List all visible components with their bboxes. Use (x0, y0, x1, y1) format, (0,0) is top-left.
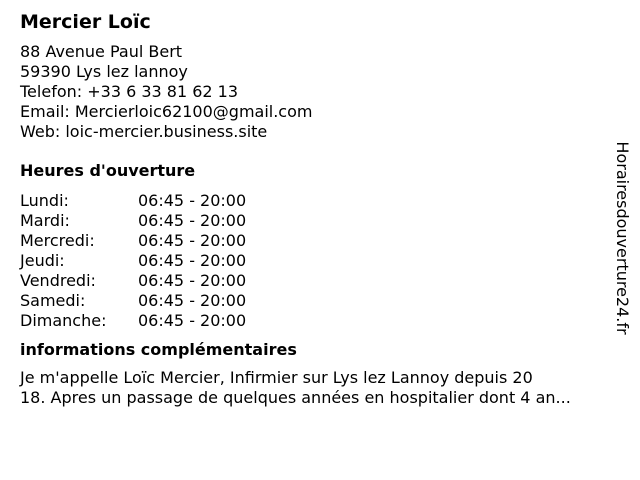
address-street: 88 Avenue Paul Bert (20, 42, 183, 61)
website: Web: loic-mercier.business.site (20, 122, 268, 141)
hours-day: Samedi: (20, 291, 86, 310)
phone-number: Telefon: +33 6 33 81 62 13 (20, 82, 239, 101)
hours-row (20, 231, 610, 251)
hours-day: Mardi: (20, 211, 70, 230)
site-watermark: Horairesdouverture24.fr (613, 141, 632, 335)
address-city: 59390 Lys lez lannoy (20, 62, 188, 81)
hours-day: Lundi: (20, 191, 69, 210)
hours-row (20, 311, 610, 331)
hours-time: 06:45 - 20:00 (138, 251, 247, 270)
hours-day: Vendredi: (20, 271, 96, 290)
additional-info-title: informations complémentaires (20, 340, 297, 359)
opening-hours-table (20, 191, 610, 331)
hours-row (20, 271, 610, 291)
email-address: Email: Mercierloic62100@gmail.com (20, 102, 313, 121)
hours-time: 06:45 - 20:00 (138, 291, 247, 310)
hours-time: 06:45 - 20:00 (138, 311, 247, 330)
hours-time: 06:45 - 20:00 (138, 271, 247, 290)
business-name: Mercier Loïc (20, 11, 151, 33)
hours-row (20, 191, 610, 211)
hours-row (20, 211, 610, 231)
hours-time: 06:45 - 20:00 (138, 211, 247, 230)
opening-hours-title: Heures d'ouverture (20, 161, 196, 180)
hours-row (20, 251, 610, 271)
hours-day: Jeudi: (20, 251, 65, 270)
hours-time: 06:45 - 20:00 (138, 191, 247, 210)
hours-day: Mercredi: (20, 231, 95, 250)
hours-time: 06:45 - 20:00 (138, 231, 247, 250)
hours-row (20, 291, 610, 311)
hours-day: Dimanche: (20, 311, 107, 330)
business-card (20, 10, 610, 408)
additional-info-text: Je m'appelle Loïc Mercier, Infirmier sur Lys lez Lannoy depuis 20 18. Apres un passage de quelques années en hospitalier dont 4 an... (20, 368, 571, 407)
